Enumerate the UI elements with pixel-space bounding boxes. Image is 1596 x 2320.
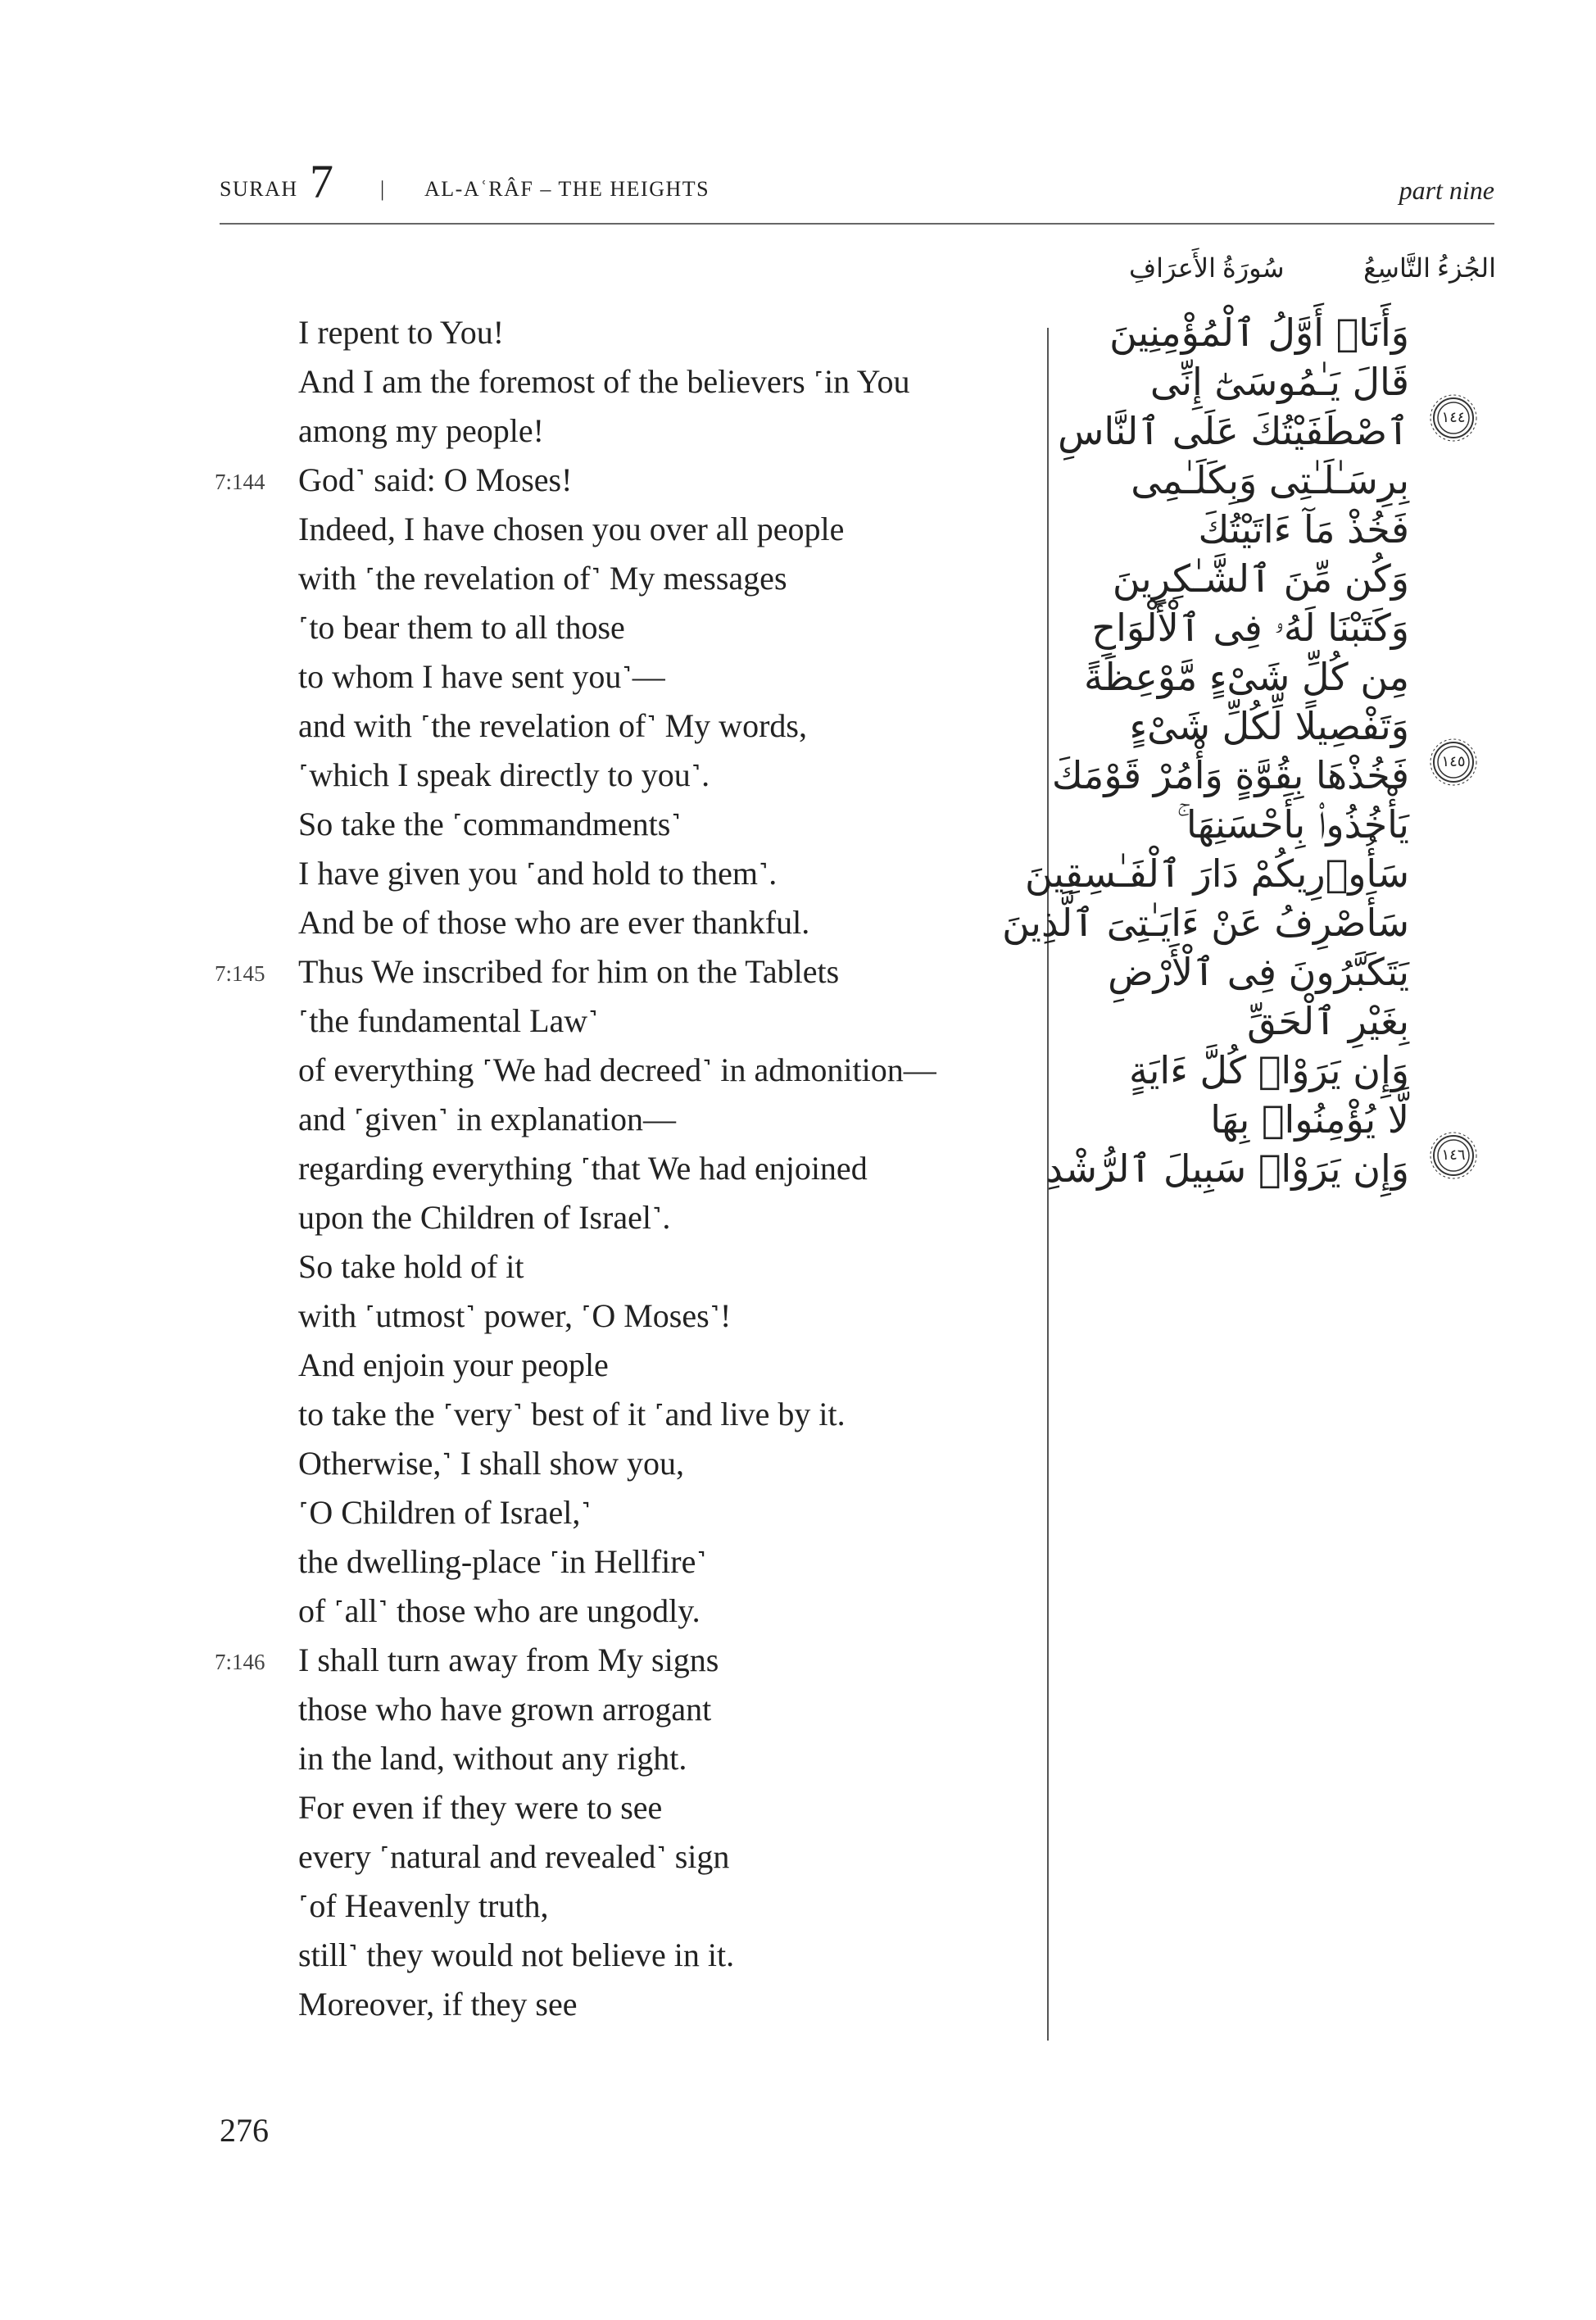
line-text: So take hold of it [298,1248,524,1285]
line-text: upon the Children of Israel˺. [298,1199,671,1236]
running-header [220,155,1494,208]
line-text: of everything ˹We had decreed˺ in admonition— [298,1051,936,1088]
arabic-line: قَالَ يَـٰمُوسَىٰٓ إِنِّى [1149,360,1409,404]
line-text: of ˹all˺ those who are ungodly. [298,1592,701,1629]
text-line [215,947,1034,997]
surah-title: AL-AʿRÂF – THE HEIGHTS [424,177,710,201]
line-text: ˹the fundamental Law˺ [298,1002,599,1039]
text-line [215,1587,1034,1636]
line-text: And be of those who are ever thankful. [298,904,810,941]
text-line [215,1390,1034,1439]
text-line [215,1341,1034,1390]
arabic-line: ٱصْطَفَيْتُكَ عَلَى ٱلنَّاسِ [1058,409,1409,453]
arabic-line: لَّا يُؤْمِنُوا۟ بِهَا [1210,1097,1409,1142]
text-line [215,1537,1034,1587]
text-line [215,1242,1034,1292]
text-line [215,800,1034,849]
text-line [215,652,1034,701]
text-line [215,1685,1034,1734]
text-line [215,456,1034,505]
header-separator: | [380,177,385,201]
text-line [215,1882,1034,1931]
line-text: Thus We inscribed for him on the Tablets [298,953,840,990]
line-text: and with ˹the revelation of˺ My words, [298,707,807,744]
line-text: Moreover, if they see [298,1986,578,2023]
text-line [215,1292,1034,1341]
line-text: to take the ˹very˺ best of it ˹and live by it. [298,1396,846,1432]
text-line [215,997,1034,1046]
text-line [215,308,1034,357]
text-line [215,1931,1034,1980]
line-text: Otherwise,˺ I shall show you, [298,1445,685,1482]
line-text: with ˹utmost˺ power, ˹O Moses˺! [298,1297,732,1334]
verse-marker-number: ١٤٤ [1441,409,1466,426]
arabic-line: يَتَكَبَّرُونَ فِى ٱلْأَرْضِ [1108,950,1409,994]
text-line [215,1439,1034,1488]
text-line [215,898,1034,947]
arabic-line: وَإِن يَرَوْا۟ كُلَّ ءَايَةٍ [1128,1048,1409,1092]
text-line [215,1980,1034,2029]
verse-marker-icon [1429,393,1478,443]
line-text: For even if they were to see [298,1789,663,1826]
surah-number: 7 [310,155,333,208]
arabic-line: يَأْخُذُوا۟ بِأَحْسَنِهَا ۚ [1177,802,1409,847]
line-text: And I am the foremost of the believers ˹in You [298,363,910,400]
line-text: And enjoin your people [298,1346,609,1383]
arabic-line: وَتَفْصِيلًا لِّكُلِّ شَىْءٍ [1129,704,1409,748]
part-label: part nine [1399,175,1494,205]
arabic-line: بِرِسَـٰلَـٰتِى وَبِكَلَـٰمِى [1131,458,1409,502]
verse-number: 7:144 [215,470,265,494]
verse-marker-icon [1429,738,1478,787]
text-line [215,849,1034,898]
text-line [215,1734,1034,1783]
verse-number: 7:146 [215,1650,265,1674]
arabic-column [1002,308,1409,1193]
line-text: with ˹the revelation of˺ My messages [298,560,787,597]
line-text: the dwelling-place ˹in Hellfire˺ [298,1543,707,1580]
text-line [215,1488,1034,1537]
arabic-line: وَكُن مِّنَ ٱلشَّـٰكِرِينَ [1112,556,1409,601]
line-text: those who have grown arrogant [298,1691,712,1728]
line-text: ˹O Children of Israel,˺ [298,1494,592,1531]
line-text: I repent to You! [298,314,505,351]
arabic-line: سَأُو۟رِيكُمْ دَارَ ٱلْفَـٰسِقِينَ [1024,851,1409,896]
text-line [215,701,1034,751]
arabic-line: سَأَصْرِفُ عَنْ ءَايَـٰتِىَ ٱلَّذِينَ [1002,901,1409,945]
text-line [215,406,1034,456]
header-rule [220,223,1494,225]
arabic-line: فَخُذْهَا بِقُوَّةٍ وَأْمُرْ قَوْمَكَ [1051,753,1409,797]
text-line [215,1046,1034,1095]
english-column [215,308,1034,2029]
arabic-surah-label: سُورَةُ الأَعرَافِ [1129,253,1285,283]
line-text: among my people! [298,412,544,449]
text-line [215,1783,1034,1832]
arabic-line: بِغَيْرِ ٱلْحَقِّ [1247,999,1409,1043]
text-line [215,603,1034,652]
verse-marker-number: ١٤٦ [1441,1146,1466,1164]
page-number: 276 [220,2112,269,2149]
line-text: ˹which I speak directly to you˺. [298,756,710,793]
line-text: Indeed, I have chosen you over all people [298,511,845,547]
text-line [215,1636,1034,1685]
line-text: regarding everything ˹that We had enjoined [298,1150,868,1187]
line-text: to whom I have sent you˺— [298,658,665,695]
verse-marker-number: ١٤٥ [1441,753,1466,770]
text-line [215,1832,1034,1882]
arabic-line: وَإِن يَرَوْا۟ سَبِيلَ ٱلرُّشْدِ [1045,1146,1409,1191]
line-text: in the land, without any right. [298,1740,687,1777]
text-line [215,1193,1034,1242]
line-text: still˺ they would not believe in it. [298,1936,735,1973]
text-line [215,554,1034,603]
surah-label: SURAH [220,177,298,201]
arabic-line: وَأَنَا۠ أَوَّلُ ٱلْمُؤْمِنِينَ [1109,311,1409,355]
line-text: ˹to bear them to all those [298,609,625,646]
text-line [215,751,1034,800]
line-text: God˺ said: O Moses! [298,461,573,498]
arabic-line: فَخُذْ مَآ ءَاتَيْتُكَ [1198,507,1409,552]
arabic-juz-label: الجُزءُ التَّاسِعُ [1363,253,1496,283]
text-line [215,1144,1034,1193]
arabic-line: مِن كُلِّ شَىْءٍ مَّوْعِظَةً [1083,655,1409,699]
line-text: ˹of Heavenly truth, [298,1887,549,1924]
line-text: I shall turn away from My signs [298,1641,719,1678]
verse-marker-icon [1429,1131,1478,1180]
line-text: and ˹given˺ in explanation— [298,1101,676,1137]
text-line [215,357,1034,406]
arabic-line: وَكَتَبْنَا لَهُۥ فِى ٱلْأَلْوَاحِ [1091,606,1409,650]
line-text: So take the ˹commandments˺ [298,806,682,842]
text-line [215,1095,1034,1144]
line-text: every ˹natural and revealed˺ sign [298,1838,730,1875]
verse-number: 7:145 [215,961,265,986]
line-text: I have given you ˹and hold to them˺. [298,855,778,892]
text-line [215,505,1034,554]
